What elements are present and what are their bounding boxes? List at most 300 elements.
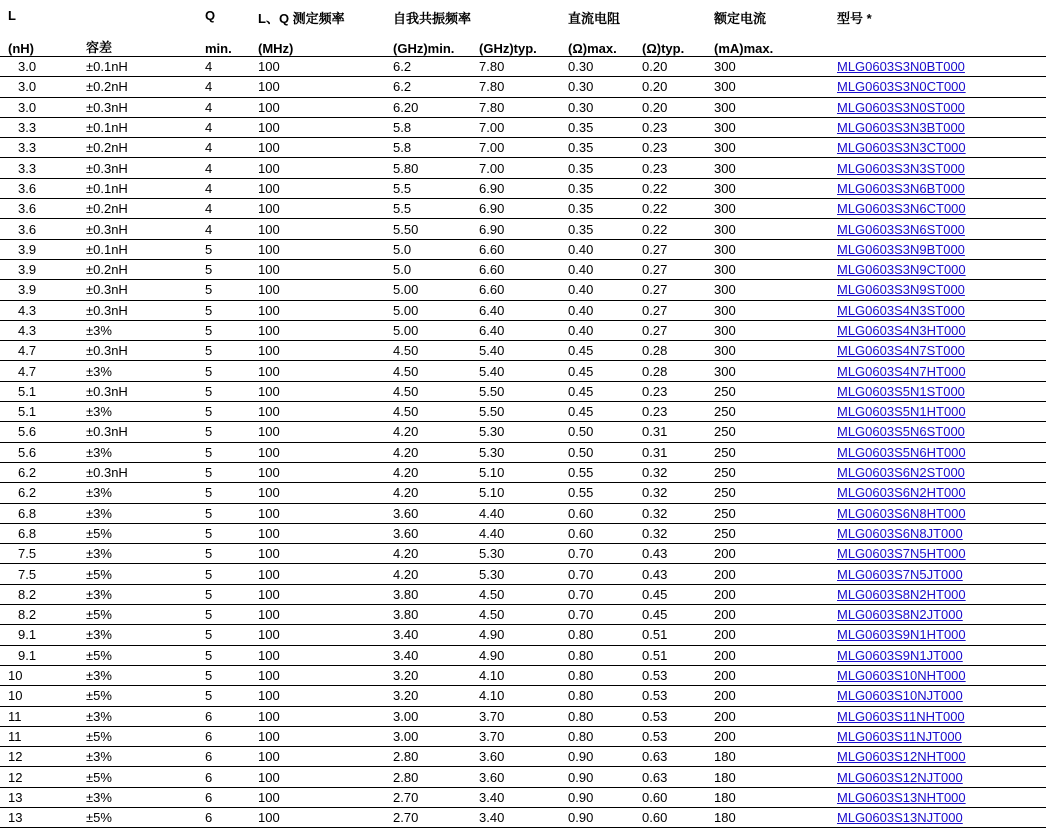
table-cell: 4 bbox=[197, 178, 250, 198]
part-number-link[interactable]: MLG0603S3N9ST000 bbox=[837, 282, 965, 298]
part-number-cell bbox=[829, 402, 1046, 422]
table-cell: 300 bbox=[706, 320, 829, 340]
inductance-cell: 6.8 bbox=[0, 523, 78, 543]
table-cell: 5.00 bbox=[385, 280, 471, 300]
table-row bbox=[0, 77, 1046, 97]
part-number-link[interactable]: MLG0603S6N8JT000 bbox=[837, 525, 963, 541]
table-row bbox=[0, 97, 1046, 117]
inductance-cell: 12 bbox=[0, 747, 78, 767]
table-cell: ±0.3nH bbox=[78, 97, 197, 117]
table-cell: 5 bbox=[197, 239, 250, 259]
table-cell: 5.50 bbox=[385, 219, 471, 239]
table-cell: ±0.3nH bbox=[78, 219, 197, 239]
part-number-cell bbox=[829, 219, 1046, 239]
part-number-link[interactable]: MLG0603S6N2HT000 bbox=[837, 485, 966, 501]
part-number-link[interactable]: MLG0603S5N1ST000 bbox=[837, 383, 965, 399]
part-number-link[interactable]: MLG0603S3N6CT000 bbox=[837, 201, 966, 217]
table-cell: 100 bbox=[250, 807, 385, 827]
table-row bbox=[0, 300, 1046, 320]
table-cell: 100 bbox=[250, 199, 385, 219]
table-cell: 4.40 bbox=[471, 503, 560, 523]
inductance-cell: 11 bbox=[0, 726, 78, 746]
part-number-cell bbox=[829, 503, 1046, 523]
table-cell: 300 bbox=[706, 341, 829, 361]
part-number-cell bbox=[829, 483, 1046, 503]
inductance-cell: 4.3 bbox=[0, 320, 78, 340]
table-cell: 4.90 bbox=[471, 625, 560, 645]
table-row bbox=[0, 767, 1046, 787]
table-cell: 100 bbox=[250, 726, 385, 746]
table-cell: 0.51 bbox=[634, 625, 706, 645]
part-number-link[interactable]: MLG0603S10NJT000 bbox=[837, 688, 963, 704]
table-cell: 0.27 bbox=[634, 300, 706, 320]
part-number-link[interactable]: MLG0603S12NJT000 bbox=[837, 769, 963, 785]
table-cell: 5 bbox=[197, 422, 250, 442]
table-cell: 100 bbox=[250, 300, 385, 320]
table-cell: 4.50 bbox=[471, 584, 560, 604]
table-cell: 0.51 bbox=[634, 645, 706, 665]
table-row bbox=[0, 564, 1046, 584]
table-cell: 3.70 bbox=[471, 706, 560, 726]
part-number-cell bbox=[829, 77, 1046, 97]
table-cell: 300 bbox=[706, 259, 829, 279]
table-cell: 3.80 bbox=[385, 584, 471, 604]
table-cell: 100 bbox=[250, 625, 385, 645]
table-row bbox=[0, 645, 1046, 665]
table-cell: 0.30 bbox=[560, 97, 634, 117]
table-cell: 5 bbox=[197, 503, 250, 523]
part-number-link[interactable]: MLG0603S3N3ST000 bbox=[837, 160, 965, 176]
part-number-link[interactable]: MLG0603S6N2ST000 bbox=[837, 465, 965, 481]
table-cell: 200 bbox=[706, 706, 829, 726]
header-cell: (GHz)min. bbox=[385, 33, 471, 57]
part-number-link[interactable]: MLG0603S3N0CT000 bbox=[837, 79, 966, 95]
table-cell: ±5% bbox=[78, 726, 197, 746]
table-row bbox=[0, 807, 1046, 827]
part-number-link[interactable]: MLG0603S7N5JT000 bbox=[837, 566, 963, 582]
table-cell: 100 bbox=[250, 665, 385, 685]
part-number-cell bbox=[829, 726, 1046, 746]
header-cell: 自我共振频率 bbox=[393, 11, 472, 26]
table-cell: 100 bbox=[250, 645, 385, 665]
part-number-cell bbox=[829, 807, 1046, 827]
header-cell: 容差 bbox=[78, 33, 197, 57]
table-cell: 0.55 bbox=[560, 483, 634, 503]
part-number-link[interactable]: MLG0603S9N1HT000 bbox=[837, 627, 966, 643]
header-cell: (MHz) bbox=[250, 33, 385, 57]
table-row bbox=[0, 605, 1046, 625]
table-row bbox=[0, 726, 1046, 746]
table-cell: 0.45 bbox=[560, 402, 634, 422]
table-row bbox=[0, 199, 1046, 219]
table-row bbox=[0, 57, 1046, 77]
table-cell: 5 bbox=[197, 402, 250, 422]
header-cell bbox=[634, 0, 706, 33]
table-cell: 0.80 bbox=[560, 665, 634, 685]
table-cell: 100 bbox=[250, 442, 385, 462]
table-cell: 100 bbox=[250, 706, 385, 726]
table-cell: 7.00 bbox=[471, 138, 560, 158]
table-cell: 100 bbox=[250, 483, 385, 503]
table-cell: 5.8 bbox=[385, 138, 471, 158]
inductance-cell: 4.7 bbox=[0, 361, 78, 381]
table-cell: ±0.3nH bbox=[78, 280, 197, 300]
part-number-link[interactable]: MLG0603S3N9BT000 bbox=[837, 241, 965, 257]
table-cell: 0.80 bbox=[560, 645, 634, 665]
table-cell: 5 bbox=[197, 300, 250, 320]
inductance-cell: 5.1 bbox=[0, 381, 78, 401]
table-cell: 2.70 bbox=[385, 787, 471, 807]
part-number-link[interactable]: MLG0603S3N6BT000 bbox=[837, 180, 965, 196]
table-cell: ±5% bbox=[78, 605, 197, 625]
table-cell: 0.23 bbox=[634, 402, 706, 422]
table-cell: 6.60 bbox=[471, 239, 560, 259]
table-cell: 4.20 bbox=[385, 442, 471, 462]
inductance-cell: 10 bbox=[0, 665, 78, 685]
table-cell: ±5% bbox=[78, 523, 197, 543]
header-cell: Q bbox=[205, 8, 216, 23]
table-cell: 5 bbox=[197, 686, 250, 706]
table-cell: 6.40 bbox=[471, 300, 560, 320]
header-row-1 bbox=[0, 0, 1046, 33]
table-cell: 300 bbox=[706, 199, 829, 219]
table-cell: 4.20 bbox=[385, 422, 471, 442]
table-cell: 5 bbox=[197, 625, 250, 645]
part-number-link[interactable]: MLG0603S5N6HT000 bbox=[837, 444, 966, 460]
table-cell: 6.2 bbox=[385, 77, 471, 97]
table-cell: 5 bbox=[197, 320, 250, 340]
table-cell: 3.60 bbox=[471, 747, 560, 767]
part-number-link[interactable]: MLG0603S11NHT000 bbox=[837, 708, 965, 724]
table-cell: 0.60 bbox=[634, 807, 706, 827]
table-row bbox=[0, 178, 1046, 198]
part-number-link[interactable]: MLG0603S5N6ST000 bbox=[837, 424, 965, 440]
table-cell: 100 bbox=[250, 77, 385, 97]
part-number-cell bbox=[829, 199, 1046, 219]
part-number-cell bbox=[829, 605, 1046, 625]
table-cell: 0.30 bbox=[560, 77, 634, 97]
table-cell: 0.80 bbox=[560, 706, 634, 726]
table-cell: 300 bbox=[706, 239, 829, 259]
table-row bbox=[0, 665, 1046, 685]
table-cell: 4.20 bbox=[385, 462, 471, 482]
table-cell: ±5% bbox=[78, 564, 197, 584]
table-cell: 300 bbox=[706, 178, 829, 198]
table-row bbox=[0, 381, 1046, 401]
inductance-cell: 10 bbox=[0, 686, 78, 706]
table-cell: 5.10 bbox=[471, 483, 560, 503]
table-row bbox=[0, 584, 1046, 604]
inductance-cell: 3.0 bbox=[0, 97, 78, 117]
table-cell: 200 bbox=[706, 564, 829, 584]
table-row bbox=[0, 503, 1046, 523]
table-cell: ±5% bbox=[78, 686, 197, 706]
table-cell: 4 bbox=[197, 117, 250, 137]
table-cell: 250 bbox=[706, 503, 829, 523]
part-number-link[interactable]: MLG0603S4N7ST000 bbox=[837, 343, 965, 359]
table-cell: 0.45 bbox=[560, 341, 634, 361]
table-cell: 0.53 bbox=[634, 665, 706, 685]
table-row bbox=[0, 341, 1046, 361]
part-number-cell bbox=[829, 665, 1046, 685]
table-cell: 250 bbox=[706, 381, 829, 401]
part-number-cell bbox=[829, 239, 1046, 259]
table-cell: 100 bbox=[250, 138, 385, 158]
table-cell: ±0.3nH bbox=[78, 158, 197, 178]
part-number-link[interactable]: MLG0603S4N7HT000 bbox=[837, 363, 966, 379]
table-cell: ±0.3nH bbox=[78, 381, 197, 401]
part-number-link[interactable]: MLG0603S3N0ST000 bbox=[837, 99, 965, 115]
table-cell: 5.40 bbox=[471, 341, 560, 361]
table-cell: 0.90 bbox=[560, 747, 634, 767]
part-number-link[interactable]: MLG0603S10NHT000 bbox=[837, 668, 966, 684]
table-cell: 4 bbox=[197, 138, 250, 158]
header-cell: 直流电阻 bbox=[568, 11, 621, 26]
table-cell: 0.35 bbox=[560, 199, 634, 219]
table-cell: 5.30 bbox=[471, 422, 560, 442]
table-cell: 0.60 bbox=[560, 523, 634, 543]
table-cell: 0.60 bbox=[560, 503, 634, 523]
table-row bbox=[0, 686, 1046, 706]
table-cell: 0.63 bbox=[634, 747, 706, 767]
table-cell: ±5% bbox=[78, 807, 197, 827]
table-cell: ±0.1nH bbox=[78, 239, 197, 259]
table-row bbox=[0, 219, 1046, 239]
table-cell: 200 bbox=[706, 584, 829, 604]
table-cell: 5 bbox=[197, 645, 250, 665]
part-number-link[interactable]: MLG0603S13NHT000 bbox=[837, 789, 966, 805]
table-cell: 6 bbox=[197, 767, 250, 787]
table-cell: ±3% bbox=[78, 402, 197, 422]
table-row bbox=[0, 625, 1046, 645]
table-cell: 0.70 bbox=[560, 605, 634, 625]
inductance-cell: 7.5 bbox=[0, 564, 78, 584]
table-cell: 3.20 bbox=[385, 665, 471, 685]
table-cell: ±0.2nH bbox=[78, 138, 197, 158]
part-number-link[interactable]: MLG0603S7N5HT000 bbox=[837, 546, 966, 562]
table-cell: 100 bbox=[250, 178, 385, 198]
table-cell: 6.90 bbox=[471, 199, 560, 219]
part-number-link[interactable]: MLG0603S8N2JT000 bbox=[837, 607, 963, 623]
table-cell: 5.30 bbox=[471, 544, 560, 564]
table-cell: 5.50 bbox=[471, 402, 560, 422]
table-cell: 0.45 bbox=[560, 361, 634, 381]
part-number-cell bbox=[829, 280, 1046, 300]
table-cell: 0.28 bbox=[634, 341, 706, 361]
table-cell: 5 bbox=[197, 259, 250, 279]
table-cell: 300 bbox=[706, 57, 829, 77]
inductance-cell: 13 bbox=[0, 807, 78, 827]
inductance-cell: 3.9 bbox=[0, 280, 78, 300]
table-row bbox=[0, 706, 1046, 726]
table-cell: 0.35 bbox=[560, 138, 634, 158]
table-cell: 3.40 bbox=[471, 807, 560, 827]
table-row bbox=[0, 239, 1046, 259]
table-cell: 0.27 bbox=[634, 280, 706, 300]
table-cell: 300 bbox=[706, 77, 829, 97]
table-cell: 4.50 bbox=[385, 381, 471, 401]
table-cell: 300 bbox=[706, 97, 829, 117]
table-cell: 0.22 bbox=[634, 199, 706, 219]
part-number-link[interactable]: MLG0603S3N3BT000 bbox=[837, 120, 965, 136]
table-cell: 180 bbox=[706, 767, 829, 787]
inductance-cell: 12 bbox=[0, 767, 78, 787]
table-cell: 100 bbox=[250, 239, 385, 259]
part-number-link[interactable]: MLG0603S4N3ST000 bbox=[837, 302, 965, 318]
table-cell: 5 bbox=[197, 381, 250, 401]
table-cell: 4.90 bbox=[471, 645, 560, 665]
table-cell: ±0.3nH bbox=[78, 462, 197, 482]
table-cell: 5 bbox=[197, 544, 250, 564]
table-cell: 5 bbox=[197, 605, 250, 625]
table-cell: 5.8 bbox=[385, 117, 471, 137]
table-cell: 100 bbox=[250, 361, 385, 381]
table-cell: 2.80 bbox=[385, 767, 471, 787]
part-number-cell bbox=[829, 422, 1046, 442]
table-header bbox=[0, 0, 1046, 57]
part-number-link[interactable]: MLG0603S11NJT000 bbox=[837, 728, 962, 744]
table-cell: 0.32 bbox=[634, 462, 706, 482]
table-cell: 0.27 bbox=[634, 239, 706, 259]
table-cell: 200 bbox=[706, 645, 829, 665]
part-number-link[interactable]: MLG0603S9N1JT000 bbox=[837, 647, 963, 663]
table-cell: 7.80 bbox=[471, 57, 560, 77]
table-row bbox=[0, 158, 1046, 178]
inductance-cell: 6.2 bbox=[0, 483, 78, 503]
table-cell: 0.45 bbox=[634, 584, 706, 604]
table-cell: 2.70 bbox=[385, 807, 471, 827]
table-cell: ±3% bbox=[78, 706, 197, 726]
table-cell: 7.00 bbox=[471, 158, 560, 178]
part-number-link[interactable]: MLG0603S12NHT000 bbox=[837, 749, 966, 765]
table-cell: 180 bbox=[706, 787, 829, 807]
part-number-link[interactable]: MLG0603S3N0BT000 bbox=[837, 59, 965, 75]
part-number-link[interactable]: MLG0603S3N3CT000 bbox=[837, 140, 966, 156]
table-cell: 100 bbox=[250, 158, 385, 178]
header-cell bbox=[78, 0, 197, 33]
table-cell: 5.10 bbox=[471, 462, 560, 482]
table-cell: ±0.2nH bbox=[78, 259, 197, 279]
table-cell: 100 bbox=[250, 97, 385, 117]
inductance-cell: 5.1 bbox=[0, 402, 78, 422]
part-number-cell bbox=[829, 564, 1046, 584]
part-number-cell bbox=[829, 320, 1046, 340]
table-cell: 0.27 bbox=[634, 259, 706, 279]
table-cell: 0.55 bbox=[560, 462, 634, 482]
part-number-link[interactable]: MLG0603S3N9CT000 bbox=[837, 262, 966, 278]
part-number-cell bbox=[829, 584, 1046, 604]
table-cell: 100 bbox=[250, 747, 385, 767]
table-cell: 0.50 bbox=[560, 442, 634, 462]
table-cell: 100 bbox=[250, 523, 385, 543]
table-cell: 100 bbox=[250, 117, 385, 137]
table-cell: 3.60 bbox=[471, 767, 560, 787]
part-number-link[interactable]: MLG0603S8N2HT000 bbox=[837, 586, 966, 602]
table-cell: ±0.3nH bbox=[78, 300, 197, 320]
table-cell: 5 bbox=[197, 665, 250, 685]
table-cell: 6 bbox=[197, 807, 250, 827]
table-cell: 0.40 bbox=[560, 259, 634, 279]
table-cell: 0.80 bbox=[560, 625, 634, 645]
part-number-cell bbox=[829, 767, 1046, 787]
table-cell: 3.40 bbox=[471, 787, 560, 807]
part-number-link[interactable]: MLG0603S4N3HT000 bbox=[837, 323, 966, 338]
table-cell: 0.50 bbox=[560, 422, 634, 442]
table-cell: 0.80 bbox=[560, 686, 634, 706]
table-cell: 200 bbox=[706, 625, 829, 645]
part-number-cell bbox=[829, 361, 1046, 381]
part-number-cell bbox=[829, 341, 1046, 361]
inductance-cell: 5.6 bbox=[0, 442, 78, 462]
header-cell bbox=[471, 0, 560, 33]
table-cell: ±3% bbox=[78, 320, 197, 340]
header-cell: L、Q 测定频率 bbox=[258, 11, 345, 26]
table-cell: 0.63 bbox=[634, 767, 706, 787]
table-cell: 250 bbox=[706, 462, 829, 482]
table-cell: 0.45 bbox=[634, 605, 706, 625]
table-cell: 4.50 bbox=[385, 341, 471, 361]
table-cell: 300 bbox=[706, 219, 829, 239]
table-cell: 300 bbox=[706, 117, 829, 137]
table-cell: 250 bbox=[706, 422, 829, 442]
table-cell: 0.31 bbox=[634, 442, 706, 462]
table-cell: 0.35 bbox=[560, 178, 634, 198]
table-cell: 0.43 bbox=[634, 544, 706, 564]
table-cell: 4.20 bbox=[385, 483, 471, 503]
table-cell: ±0.3nH bbox=[78, 422, 197, 442]
table-row bbox=[0, 402, 1046, 422]
table-cell: 0.23 bbox=[634, 381, 706, 401]
table-row bbox=[0, 747, 1046, 767]
part-number-link[interactable]: MLG0603S6N8HT000 bbox=[837, 505, 966, 521]
table-cell: 6 bbox=[197, 747, 250, 767]
table-cell: ±3% bbox=[78, 665, 197, 685]
part-number-link[interactable]: MLG0603S3N6ST000 bbox=[837, 221, 965, 237]
part-number-cell bbox=[829, 462, 1046, 482]
inductance-cell: 8.2 bbox=[0, 605, 78, 625]
table-cell: 5 bbox=[197, 442, 250, 462]
table-cell: 5 bbox=[197, 361, 250, 381]
table-cell: 5 bbox=[197, 564, 250, 584]
table-cell: 0.70 bbox=[560, 584, 634, 604]
inductance-cell: 8.2 bbox=[0, 584, 78, 604]
header-cell: (nH) bbox=[0, 33, 78, 57]
table-cell: 0.35 bbox=[560, 219, 634, 239]
table-cell: 100 bbox=[250, 402, 385, 422]
part-number-cell bbox=[829, 686, 1046, 706]
table-row bbox=[0, 320, 1046, 340]
part-number-cell bbox=[829, 442, 1046, 462]
part-number-link[interactable]: MLG0603S5N1HT000 bbox=[837, 404, 966, 420]
part-number-link[interactable]: MLG0603S13NJT000 bbox=[837, 810, 963, 826]
table-cell: 250 bbox=[706, 402, 829, 422]
inductance-cell: 6.2 bbox=[0, 462, 78, 482]
table-cell: 0.40 bbox=[560, 239, 634, 259]
part-number-cell bbox=[829, 706, 1046, 726]
table-cell: 3.40 bbox=[385, 625, 471, 645]
table-cell: 0.22 bbox=[634, 178, 706, 198]
table-cell: 100 bbox=[250, 381, 385, 401]
table-cell: 250 bbox=[706, 483, 829, 503]
table-cell: 6 bbox=[197, 706, 250, 726]
inductance-cell: 4.3 bbox=[0, 300, 78, 320]
table-row bbox=[0, 361, 1046, 381]
table-cell: 4 bbox=[197, 77, 250, 97]
table-cell: 4 bbox=[197, 57, 250, 77]
table-cell: 5 bbox=[197, 462, 250, 482]
table-cell: 4 bbox=[197, 219, 250, 239]
table-cell: 100 bbox=[250, 544, 385, 564]
